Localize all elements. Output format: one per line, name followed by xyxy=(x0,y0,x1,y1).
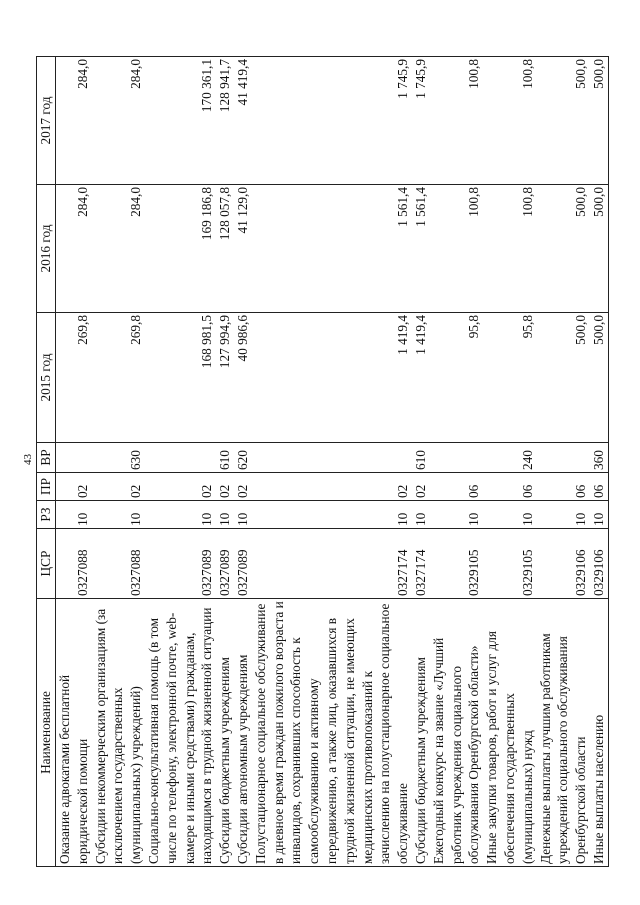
cell-2015: 1 419,4 xyxy=(252,313,412,443)
cell-vr: 620 xyxy=(234,443,252,473)
cell-2016: 500,0 xyxy=(537,185,590,313)
cell-2017: 1 745,9 xyxy=(412,57,430,185)
table-row xyxy=(92,57,145,867)
cell-2017: 100,8 xyxy=(430,57,483,185)
cell-rz: 10 xyxy=(483,501,536,529)
cell-name: Полустационарное социальное обслуживание в дневное время граждан пожилого возраста и инвалидов, сохранивших способность к самообслуживанию и активному передвижению, а также лиц, оказавшихся в трудной жизненной ситуации, не имеющих медицинских противопоказаний к зачислению на полустационарное социальное обслуживание xyxy=(252,599,412,867)
cell-2016: 1 561,4 xyxy=(412,185,430,313)
cell-pr: 02 xyxy=(145,473,216,501)
cell-2017: 128 941,7 xyxy=(216,57,234,185)
cell-2017: 100,8 xyxy=(483,57,536,185)
cell-2015: 168 981,5 xyxy=(145,313,216,443)
cell-rz: 10 xyxy=(252,501,412,529)
header-pr: ПР xyxy=(37,473,56,501)
cell-2015: 95,8 xyxy=(430,313,483,443)
cell-vr: 610 xyxy=(412,443,430,473)
table-row xyxy=(483,57,536,867)
header-2017: 2017 год xyxy=(37,57,56,185)
cell-name: Ежегодный конкурс на звание «Лучший работник учреждения социального обслуживания Оренбургской области» xyxy=(430,599,483,867)
cell-2016: 100,8 xyxy=(483,185,536,313)
cell-2015: 269,8 xyxy=(92,313,145,443)
cell-rz: 10 xyxy=(145,501,216,529)
cell-pr: 06 xyxy=(483,473,536,501)
cell-csr: 0327174 xyxy=(412,529,430,599)
header-name: Наименование xyxy=(37,599,56,867)
cell-2016: 1 561,4 xyxy=(252,185,412,313)
cell-vr: 360 xyxy=(590,443,608,473)
cell-vr xyxy=(56,443,92,473)
cell-csr: 0327089 xyxy=(234,529,252,599)
cell-rz: 10 xyxy=(234,501,252,529)
cell-name: Субсидии бюджетным учреждениям xyxy=(412,599,430,867)
cell-rz: 10 xyxy=(430,501,483,529)
table-row xyxy=(145,57,216,867)
table-row xyxy=(252,57,412,867)
cell-rz: 10 xyxy=(537,501,590,529)
cell-2015: 500,0 xyxy=(537,313,590,443)
cell-2015: 269,8 xyxy=(56,313,92,443)
cell-pr: 02 xyxy=(216,473,234,501)
cell-2015: 127 994,9 xyxy=(216,313,234,443)
cell-name: Денежные выплаты лучшим работникам учреждений социального обслуживания Оренбургской области xyxy=(537,599,590,867)
table-row xyxy=(590,57,608,867)
header-vr: ВР xyxy=(37,443,56,473)
cell-2016: 284,0 xyxy=(92,185,145,313)
cell-name: Субсидии бюджетным учреждениям xyxy=(216,599,234,867)
cell-2015: 95,8 xyxy=(483,313,536,443)
cell-vr xyxy=(537,443,590,473)
cell-csr: 0327088 xyxy=(92,529,145,599)
header-2015: 2015 год xyxy=(37,313,56,443)
cell-rz: 10 xyxy=(92,501,145,529)
cell-2017: 500,0 xyxy=(590,57,608,185)
cell-pr: 06 xyxy=(430,473,483,501)
cell-2015: 40 986,6 xyxy=(234,313,252,443)
table-row xyxy=(537,57,590,867)
cell-csr: 0329106 xyxy=(537,529,590,599)
header-2016: 2016 год xyxy=(37,185,56,313)
cell-2016: 169 186,8 xyxy=(145,185,216,313)
cell-2015: 1 419,4 xyxy=(412,313,430,443)
cell-2017: 500,0 xyxy=(537,57,590,185)
cell-vr: 240 xyxy=(483,443,536,473)
header-rz: РЗ xyxy=(37,501,56,529)
cell-2016: 41 129,0 xyxy=(234,185,252,313)
cell-pr: 06 xyxy=(590,473,608,501)
cell-2017: 284,0 xyxy=(56,57,92,185)
cell-2016: 100,8 xyxy=(430,185,483,313)
table-row xyxy=(56,57,92,867)
cell-pr: 02 xyxy=(252,473,412,501)
header-csr: ЦСР xyxy=(37,529,56,599)
cell-name: Субсидии автономным учреждениям xyxy=(234,599,252,867)
cell-name: Иные выплаты населению xyxy=(590,599,608,867)
cell-pr: 06 xyxy=(537,473,590,501)
cell-2017: 170 361,1 xyxy=(145,57,216,185)
cell-csr: 0327088 xyxy=(56,529,92,599)
cell-vr xyxy=(430,443,483,473)
cell-csr: 0329105 xyxy=(483,529,536,599)
cell-rz: 10 xyxy=(590,501,608,529)
cell-2017: 41 419,4 xyxy=(234,57,252,185)
table-row xyxy=(412,57,430,867)
table-row xyxy=(234,57,252,867)
cell-pr: 02 xyxy=(92,473,145,501)
cell-csr: 0329106 xyxy=(590,529,608,599)
cell-rz: 10 xyxy=(216,501,234,529)
cell-rz: 10 xyxy=(412,501,430,529)
cell-vr xyxy=(252,443,412,473)
cell-2016: 128 057,8 xyxy=(216,185,234,313)
cell-vr xyxy=(145,443,216,473)
cell-pr: 02 xyxy=(56,473,92,501)
cell-pr: 02 xyxy=(412,473,430,501)
cell-2015: 500,0 xyxy=(590,313,608,443)
cell-csr: 0329105 xyxy=(430,529,483,599)
cell-name: Социально-консультативная помощь (в том числе по телефону, электронной почте, web-камере и иными средствами) гражданам, находящимся в трудной жизненной ситуации xyxy=(145,599,216,867)
table-header-row xyxy=(37,57,56,867)
cell-vr: 610 xyxy=(216,443,234,473)
cell-2017: 1 745,9 xyxy=(252,57,412,185)
cell-vr: 630 xyxy=(92,443,145,473)
table-row xyxy=(216,57,234,867)
cell-2016: 500,0 xyxy=(590,185,608,313)
cell-csr: 0327089 xyxy=(145,529,216,599)
page-number: 43 xyxy=(22,454,34,465)
cell-2016: 284,0 xyxy=(56,185,92,313)
cell-csr: 0327174 xyxy=(252,529,412,599)
cell-2017: 284,0 xyxy=(92,57,145,185)
table-row xyxy=(430,57,483,867)
cell-rz: 10 xyxy=(56,501,92,529)
cell-name: Иные закупки товаров, работ и услуг для обеспечения государственных (муниципальных) нужд xyxy=(483,599,536,867)
cell-csr: 0327089 xyxy=(216,529,234,599)
cell-name: Оказание адвокатами бесплатной юридической помощи xyxy=(56,599,92,867)
cell-pr: 02 xyxy=(234,473,252,501)
cell-name: Субсидии некоммерческим организациям (за исключением государственных (муниципальных) учреждений) xyxy=(92,599,145,867)
budget-table xyxy=(36,56,609,867)
